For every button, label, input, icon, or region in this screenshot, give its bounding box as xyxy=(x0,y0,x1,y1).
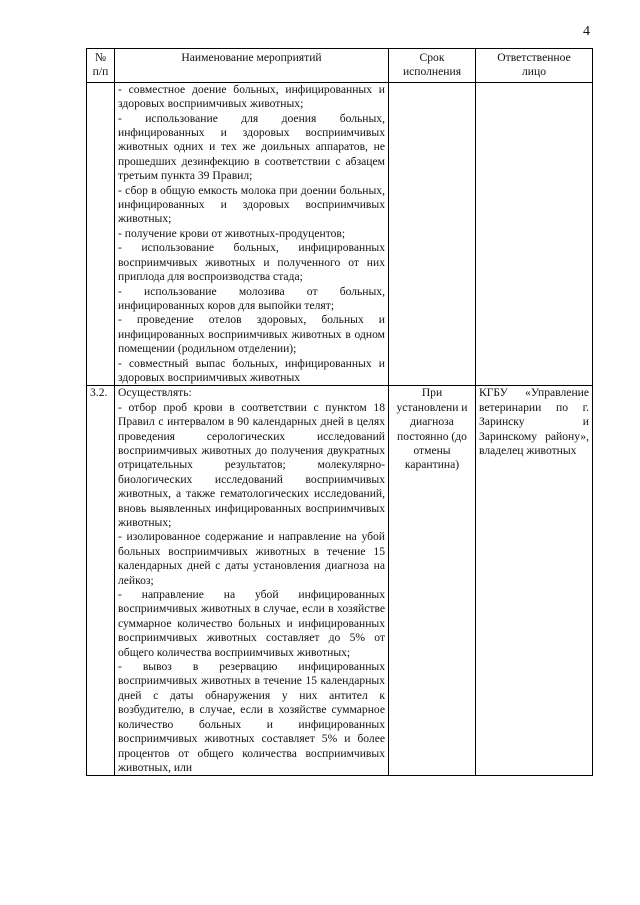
row-term: При установлени и диагноза постоянно (до отмены карантина) xyxy=(389,386,476,776)
row-measures xyxy=(115,82,389,386)
measure-item: - вывоз в резервацию инфицированных восприимчивых животных в течение 15 календарных дней с даты обнаружения у них антител к возбудителю, в случае, если в хозяйстве суммарное количество больных и инфицированных восприимчивых животных составляет 5% и более процентов от общего количества восприимчивых животных, или xyxy=(118,660,385,774)
row-number: 3.2. xyxy=(87,386,115,776)
measure-item: - совместный выпас больных, инфицированных и здоровых восприимчивых животных xyxy=(118,356,385,384)
table-header-row xyxy=(87,49,593,83)
header-term-line: исполнения xyxy=(402,65,462,79)
header-number-line: п/п xyxy=(92,65,109,79)
measure-item: - отбор проб крови в соответствии с пунктом 18 Правил с интервалом в 90 календарных дней в целях проведения серологических исследований восприимчивых животных до получения двукратных отрицательных результатов; молекулярно-биологических исследований восприимчивых животных, а также гематологических исследований, вновь выявленных инфицированных восприимчивых животных; xyxy=(118,400,385,529)
header-term xyxy=(389,49,476,83)
header-responsible-line: Ответственное xyxy=(497,51,571,64)
row-term xyxy=(389,82,476,386)
measure-item: - использование больных, инфицированных восприимчивых животных и полученного от них приплода для воспроизводства стада; xyxy=(118,241,385,284)
measure-item: - проведение отелов здоровых, больных и инфицированных восприимчивых животных в одном помещении (родильном отделении); xyxy=(118,313,385,356)
measure-item: - направление на убой инфицированных восприимчивых животных в случае, если в хозяйстве суммарное количество больных и инфицированных восприимчивых животных составляет до 5% от общего количества восприимчивых животных; xyxy=(118,588,385,659)
measure-item: - сбор в общую емкость молока при доении больных, инфицированных и здоровых восприимчивых животных; xyxy=(118,183,385,226)
header-number-line: № xyxy=(94,51,107,64)
table-row xyxy=(87,82,593,386)
header-name-text: Наименование мероприятий xyxy=(181,51,322,64)
table-row xyxy=(87,386,593,776)
row-responsible xyxy=(476,82,593,386)
row-measures xyxy=(115,386,389,776)
measure-item: - использование молозива от больных, инфицированных коров для выпойки телят; xyxy=(118,284,385,312)
measure-item: - получение крови от животных-продуцентов; xyxy=(118,226,346,240)
row-number xyxy=(87,82,115,386)
header-number xyxy=(87,49,115,83)
header-responsible-line: лицо xyxy=(522,65,546,79)
measures-table xyxy=(86,48,593,776)
measure-item: - совместное доение больных, инфицированных и здоровых восприимчивых животных; xyxy=(118,82,385,111)
header-name xyxy=(115,49,389,83)
measure-item: - изолированное содержание и направление на убой больных восприимчивых животных в течение 15 календарных дней с даты установления диагноза на лейкоз; xyxy=(118,530,385,587)
row-responsible: КГБУ «Управление ветеринарии по г. Заринску и Заринскому району», владелец животных xyxy=(476,386,593,776)
measure-item: - использование для доения больных, инфицированных и здоровых восприимчивых животных одних и тех же доильных аппаратов, не прошедших дезинфекцию в соответствии с абзацем третьим пункта 39 Правил; xyxy=(118,111,385,183)
header-term-line: Срок xyxy=(419,51,445,64)
page-number: 4 xyxy=(583,24,590,39)
header-responsible xyxy=(476,49,593,83)
measure-item: Осуществлять: xyxy=(118,386,192,400)
